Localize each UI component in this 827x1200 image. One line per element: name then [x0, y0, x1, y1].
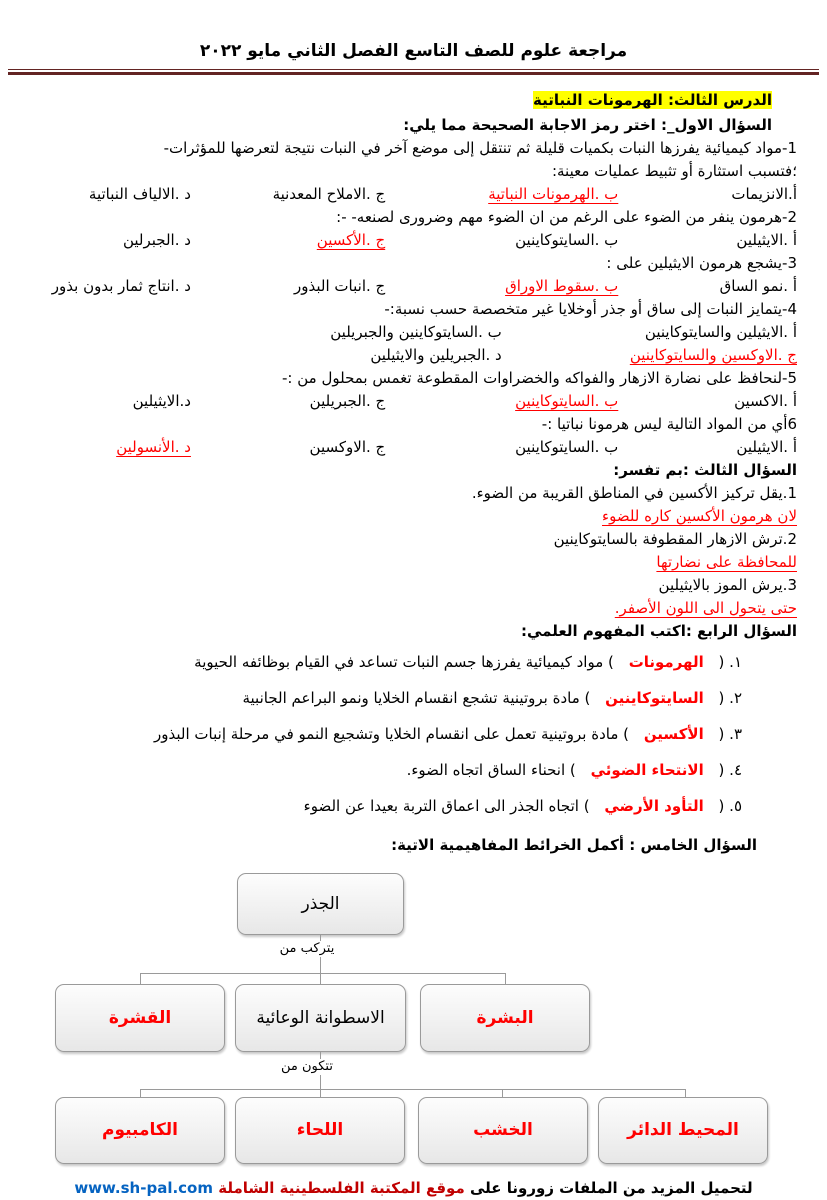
document-body [0, 75, 827, 857]
connector-line [685, 1089, 686, 1097]
diagram-node-pericycle: المحيط الدائر [598, 1097, 768, 1164]
concept-item [20, 795, 742, 818]
concept-definition: انحناء الساق اتجاه الضوء. [406, 761, 566, 779]
option-c: ج .انبات البذور [294, 277, 386, 295]
option-a: أ .الاكسين [734, 392, 797, 410]
paren-open: ( [718, 725, 725, 743]
option-d: د .الجبريلين والايثيلين [370, 346, 502, 364]
diagram-node-cambium: الكامبيوم [55, 1097, 225, 1164]
option-c: ج .الاوكسين [309, 438, 386, 456]
option-b-correct: ب .الهرمونات النباتية [488, 185, 619, 203]
explain-question: 2.ترش الازهار المقطوفة بالسايتوكاينين [553, 530, 797, 548]
option-d: د.الايثيلين [132, 392, 191, 410]
concept-number: ١. [729, 653, 742, 671]
footer-link[interactable]: www.sh-pal.com [74, 1179, 213, 1197]
option-b-correct: ب .سقوط الاوراق [505, 277, 619, 295]
option-a: أ.الانزيمات [731, 185, 797, 203]
option-b-correct: ب .السايتوكاينين [515, 392, 619, 410]
option-c-correct: ج .الأكسين [316, 231, 386, 249]
connector-line [502, 1089, 503, 1097]
diagram-node-vascular-cylinder: الاسطوانة الوعائية [235, 984, 406, 1052]
options-row [20, 229, 797, 252]
question-stem: 4-يتمايز النبات إلى ساق أو جذر أوخلايا غير متخصصة حسب نسبة:- [384, 300, 797, 318]
concept-item [20, 759, 742, 782]
connector-line [140, 973, 141, 984]
option-c-correct: ج .الاوكسين والسايتوكاينين [629, 346, 797, 364]
connector-line [320, 1089, 321, 1097]
option-d: د .الالياف النباتية [88, 185, 191, 203]
connector-line [140, 1089, 141, 1097]
option-a: أ .نمو الساق [719, 277, 797, 295]
connector-line [140, 973, 506, 974]
edge-label: يتركب من [262, 941, 352, 957]
concept-number: ٢. [729, 689, 742, 707]
option-d: د .الجبرلين [122, 231, 191, 249]
concept-number: ٣. [729, 725, 742, 743]
option-c: ج .الجبريلين [309, 392, 386, 410]
concept-number: ٥. [729, 797, 742, 815]
concept-term: الهرمونات [628, 653, 704, 671]
options-row [20, 321, 797, 344]
concept-item [20, 723, 742, 746]
concept-definition: مادة بروتينية تشجع انقسام الخلايا ونمو البراعم الجانبية [242, 689, 580, 707]
connector-line [140, 1089, 686, 1090]
option-a: أ .الايثيلين [736, 231, 797, 249]
concept-definition: اتجاه الجذر الى اعماق التربة بعيدا عن الضوء [303, 797, 579, 815]
explain-question: 1.يقل تركيز الأكسين في المناطق القريبة من الضوء. [471, 484, 797, 502]
paren-open: ( [718, 797, 725, 815]
diagram-node-phloem: اللحاء [235, 1097, 405, 1164]
question-stem: 3-يشجع هرمون الايثيلين على : [606, 254, 797, 272]
concept-number: ٤. [729, 761, 742, 779]
diagram-node-root: الجذر [237, 873, 404, 935]
section5-heading: السؤال الخامس : أكمل الخرائط المفاهيمية الاتية: [391, 836, 757, 854]
options-row [20, 275, 797, 298]
header-rule-thin [8, 69, 819, 70]
footer-text: لتحميل المزيد من الملفات زورونا على [470, 1179, 753, 1197]
question-stem: 2-هرمون ينفر من الضوء على الرغم من ان الضوء مهم وضرورى لصنعه- -: [336, 208, 797, 226]
connector-line [505, 973, 506, 984]
question-stem: 1-مواد كيميائية يفرزها النبات بكميات قليلة ثم تنتقل إلى موضع آخر في النبات نتيجة لتعرضها للمؤثرات- [163, 139, 797, 157]
page-title: مراجعة علوم للصف التاسع الفصل الثاني مايو ٢٠٢٢ [199, 41, 628, 61]
option-b: ب .السايتوكاينين والجبريلين [330, 323, 502, 341]
lesson-title [20, 89, 772, 112]
paren-close: ) [569, 761, 576, 779]
diagram-node-epidermis: البشرة [420, 984, 590, 1052]
concept-item [20, 687, 742, 710]
explain-answer: لان هرمون الأكسين كاره للضوء [602, 507, 797, 525]
paren-open: ( [718, 689, 725, 707]
options-row [20, 390, 797, 413]
concept-definition: مادة بروتينية تعمل على انقسام الخلايا وتشجيع النمو في مرحلة إنبات البذور [154, 725, 619, 743]
footer [0, 1177, 827, 1200]
option-a: أ .الايثيلين والسايتوكاينين [644, 323, 797, 341]
options-row [20, 344, 797, 367]
lesson-title-highlight: الدرس الثالث: الهرمونات النباتية [532, 91, 772, 109]
explain-answer: حتى يتحول الى اللون الأصفر. [614, 599, 797, 617]
paren-close: ) [584, 689, 591, 707]
explain-answer: للمحافظة على نضارتها [656, 553, 797, 571]
section4-heading: السؤال الرابع :اكتب المفهوم العلمي: [521, 622, 797, 640]
option-c: ج .الاملاح المعدنية [272, 185, 386, 203]
diagram-node-xylem: الخشب [418, 1097, 588, 1164]
section1-heading: السؤال الاول_: اختر رمز الاجابة الصحيحة مما يلي: [403, 116, 772, 134]
paren-open: ( [718, 653, 725, 671]
explain-question: 3.يرش الموز بالايثيلين [658, 576, 797, 594]
paren-close: ) [583, 797, 590, 815]
connector-line [320, 973, 321, 984]
option-a: أ .الايثيلين [736, 438, 797, 456]
concept-term: الأكسين [643, 725, 704, 743]
option-b: ب .السايتوكاينين [515, 438, 619, 456]
footer-site-name: موقع المكتبة الفلسطينية الشاملة [218, 1179, 465, 1197]
question-stem: 6أي من المواد التالية ليس هرمونا نباتيا :- [541, 415, 797, 433]
option-d: د .انتاج ثمار بدون بذور [51, 277, 191, 295]
paren-close: ) [623, 725, 630, 743]
section3-heading: السؤال الثالث :بم تفسر: [613, 461, 797, 479]
option-d-correct: د .الأنسولين [116, 438, 191, 456]
edge-label: تتكون من [262, 1059, 352, 1075]
paren-open: ( [718, 761, 725, 779]
paren-close: ) [608, 653, 614, 671]
options-row [20, 183, 797, 206]
concept-map [0, 873, 827, 1167]
concept-item [20, 651, 742, 674]
concept-term: الانتحاء الضوئي [590, 761, 704, 779]
options-row [20, 436, 797, 459]
question-stem: 5-لنحافظ على نضارة الازهار والفواكه والخضراوات المقطوعة تغمس بمحلول من :- [282, 369, 797, 387]
diagram-node-cortex: القشرة [55, 984, 225, 1052]
question-stem-line2: ؛فتسبب استثارة أو تثبيط عمليات معينة: [551, 162, 797, 180]
concept-term: السايتوكاينين [605, 689, 704, 707]
option-b: ب .السايتوكاينين [515, 231, 619, 249]
concept-term: التأود الأرضي [604, 797, 704, 815]
concept-definition: مواد كيميائية يفرزها جسم النبات تساعد في القيام بوظائفه الحيوية [194, 653, 604, 671]
